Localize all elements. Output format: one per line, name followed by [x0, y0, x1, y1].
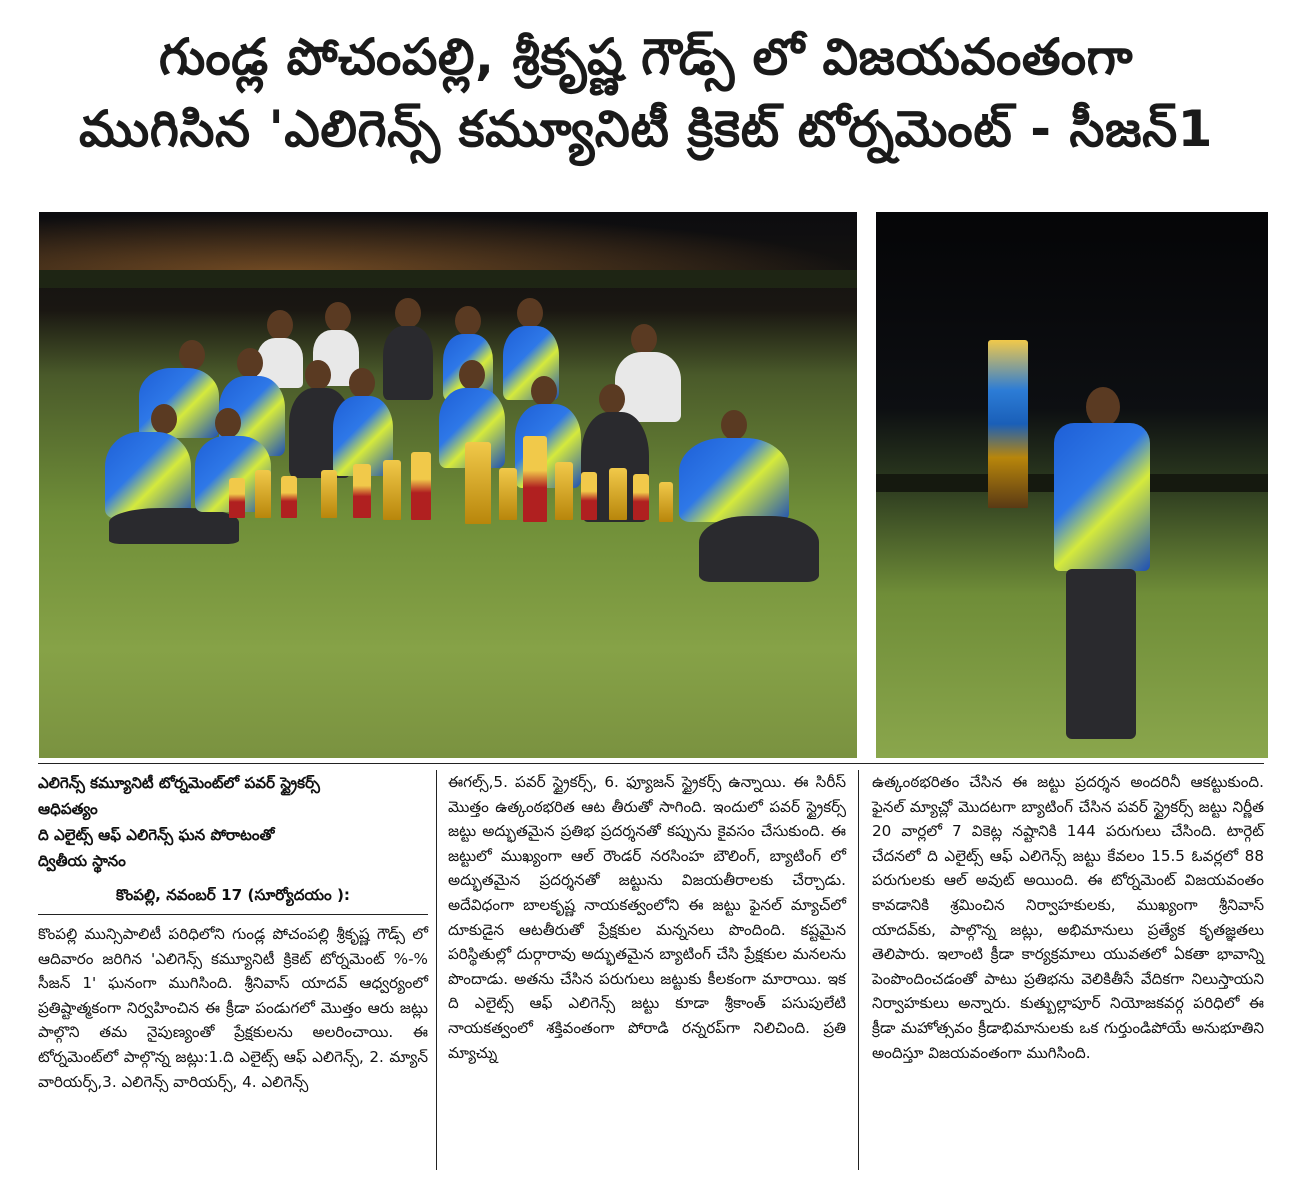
trophy-icon [321, 470, 337, 518]
trophy-icon [523, 436, 547, 522]
player [679, 438, 789, 522]
article-column-1: కొంపల్లి మున్సిపాలిటీ పరిధిలోని గుండ్ల పోచంపల్లి శ్రీకృష్ణ గౌడ్స్ లో ఆదివారం జరిగిన 'ఎలిగెన్స్ కమ్యూనిటీ క్రికెట్ టోర్నమెంట్ %-% సీజన్ 1' ఘనంగా ముగిసింది. శ్రీనివాస్ యాదవ్ ఆధ్వర్యంలో ప్రతిష్టాత్మకంగా నిర్వహించిన ఈ క్రీడా పండుగలో మొత్తం ఆరు జట్లు పాల్గొని తమ నైపుణ్యంతో ప్రేక్షకులను అలరించాయి. ఈ టోర్నమెంట్‌లో పాల్గొన్న జట్లు:1.ది ఎలైట్స్ ఆఫ్ ఎలిగెన్స్, 2. మ్యాన్ వారియర్స్,3. ఎలిగెన్స్ వారియర్స్, 4. ఎలిగెన్స్ [38, 925, 428, 1091]
trophy-icon [383, 460, 401, 520]
trophy-icon [353, 464, 371, 518]
team-group [99, 312, 799, 612]
subheading-line: ది ఎలైట్స్ ఆఫ్ ఎలిగెన్స్ ఘన పోరాటంతో [38, 826, 275, 844]
headline-line-2: ముగిసిన 'ఎలిగెన్స్ కమ్యూనిటీ క్రికెట్ టోర్నమెంట్ - సీజన్1 [79, 100, 1213, 158]
article-subheading [38, 770, 428, 874]
headline-line-1: గుండ్ల పోచంపల్లి, శ్రీకృష్ణ గౌడ్స్ లో విజయవంతంగా [158, 28, 1134, 86]
player-holding-trophy [1046, 387, 1156, 747]
trophy-icon [659, 482, 673, 522]
column-rule [436, 770, 437, 1170]
top-rule [38, 763, 1264, 764]
dateline-rule [38, 914, 428, 915]
sky-glow [39, 212, 857, 272]
treeline [39, 270, 857, 288]
trophy-icon [609, 468, 627, 520]
trophy-icon [255, 470, 271, 518]
trophy-icon [499, 468, 517, 520]
article-column-2: ఈగల్స్,5. పవర్ స్ట్రైకర్స్, 6. ఫ్యూజన్ స్ట్రైకర్స్ ఉన్నాయి. ఈ సిరీస్ మొత్తం ఉత్కంఠభరిత ఆట తీరుతో సాగింది. ఇందులో పవర్ స్ట్రైకర్స్ జట్టు అద్భుతమైన ప్రతిభ ప్రదర్శనతో కప్పును కైవసం చేసుకుంది. ఈ జట్టులో ముఖ్యంగా ఆల్ రౌండర్ నరసింహ బౌలింగ్, బ్యాటింగ్ లో అద్భుతమైన ప్రదర్శనతో జట్టును విజయతీరాలకు చేర్చాడు. అదేవిధంగా బాలకృష్ణ నాయకత్వంలోని ఈ జట్టు ఫైనల్ మ్యాచ్‌లో దూకుడైన ఆటతీరుతో ప్రేక్షకుల మన్ననలు పొందింది. కష్టమైన పరిస్థితుల్లో దుర్గారావు అద్భుతమైన బ్యాటింగ్ చేసి ప్రేక్షకుల మనలను పొందాడు. అతను చేసిన పరుగులు జట్టుకు కీలకంగా మారాయి. ఇక ది ఎలైట్స్ ఆఫ్ ఎలిగెన్స్ జట్టు కూడా శ్రీకాంత్ పసుపులేటి నాయకత్వంలో శక్తివంతంగా పోరాడి రన్నరప్‌గా నిలిచింది. ప్రతి మ్యాచ్ను [448, 773, 846, 1062]
trophy-icon [229, 478, 245, 518]
trophy-icon [555, 462, 573, 520]
article-column-3: ఉత్కంఠభరితం చేసిన ఈ జట్టు ప్రదర్శన అందరినీ ఆకట్టుకుంది. ఫైనల్ మ్యాచ్లో మొదటగా బ్యాటింగ్ చేసిన పవర్ స్ట్రైకర్స్ జట్టు నిర్ణీత 20 వార్లలో 7 వికెట్ల నష్టానికి 144 పరుగులు చేసింది. టార్గెట్ చేదనలో ది ఎలైట్స్ ఆఫ్ ఎలిగెన్స్ జట్టు కేవలం 15.5 ఓవర్లలో 88 పరుగులకు ఆల్ అవుట్ అయింది. ఈ టోర్నమెంట్ విజయవంతం కావడానికి శ్రమించిన నిర్వాహకులకు, ముఖ్యంగా శ్రీనివాస్ యాదవ్‌కు, పాల్గొన్న జట్లు, అభిమానులు ప్రత్యేక కృతజ్ఞతలు తెలిపారు. ఇలాంటి క్రీడా కార్యక్రమాలు యువతలో ఏకతా భావాన్ని పెంపొందించడంతో పాటు ప్రతిభను వెలికితీసే వేదికగా నిలుస్తాయని నిర్వాహకులు అన్నారు. కుత్బుల్లాపూర్ నియోజకవర్గ పరిధిలో ఈ క్రీడా మహోత్సవం క్రీడాభిమానులకు ఒక గుర్తుండిపోయే అనుభూతిని అందిస్తూ విజయవంతంగా ముగిసింది. [872, 773, 1264, 1062]
subheading-line: ద్వితీయ స్థానం [38, 852, 126, 870]
team-trophies-photo [39, 212, 857, 758]
column-rule [858, 770, 859, 1170]
trophy-icon [411, 452, 431, 520]
subheading-line: ఆధిపత్యం [38, 800, 98, 818]
trophy-icon [633, 474, 649, 520]
trophy-icon [988, 340, 1028, 508]
trophy-icon [281, 476, 297, 518]
player [139, 368, 219, 438]
player-with-trophy-photo [876, 212, 1268, 758]
trophy-icon [581, 472, 597, 520]
player-legs [109, 508, 239, 544]
player [383, 326, 433, 400]
dateline: కొంపల్లి, నవంబర్ 17 (సూర్యోదయం ): [115, 886, 351, 904]
subheading-line: ఎలిగెన్స్ కమ్యూనిటీ టోర్నమెంట్‌లో పవర్ స్ట్రైకర్స్ [38, 774, 320, 792]
player [105, 432, 191, 518]
trophy-icon [465, 442, 491, 524]
player-legs [699, 516, 819, 582]
